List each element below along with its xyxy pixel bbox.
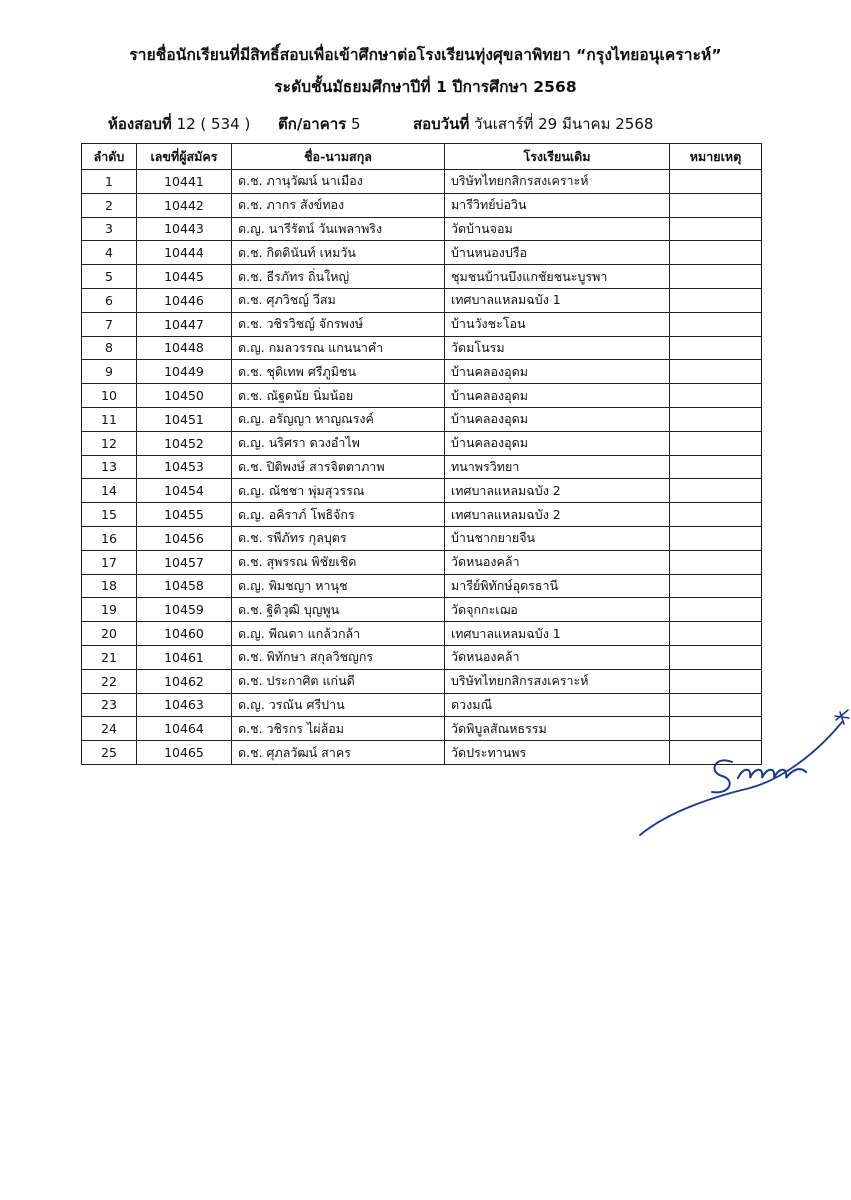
previous-school: บริษัทไทยกสิกรสงเคราะห์ — [445, 170, 670, 194]
applicant-id: 10446 — [137, 288, 232, 312]
applicant-id: 10454 — [137, 479, 232, 503]
remarks — [670, 360, 762, 384]
remarks — [670, 503, 762, 527]
remarks — [670, 407, 762, 431]
row-number: 5 — [82, 265, 137, 289]
applicant-id: 10452 — [137, 431, 232, 455]
row-number: 4 — [82, 241, 137, 265]
row-number: 3 — [82, 217, 137, 241]
header-applicant-id: เลขที่ผู้สมัคร — [137, 144, 232, 170]
applicant-id: 10448 — [137, 336, 232, 360]
remarks — [670, 265, 762, 289]
row-number: 6 — [82, 288, 137, 312]
row-number: 13 — [82, 455, 137, 479]
student-name: ด.ช. ฐิติวุฒิ บุญพูน — [232, 598, 445, 622]
previous-school: วัดหนองคล้า — [445, 645, 670, 669]
student-name: ด.ช. วชิรวิชญ์ จักรพงษ์ — [232, 312, 445, 336]
exam-room-label: ห้องสอบที่ — [108, 115, 172, 133]
header-full-name: ชื่อ-นามสกุล — [232, 144, 445, 170]
previous-school: เทศบาลแหลมฉบัง 1 — [445, 622, 670, 646]
student-name: ด.ญ. ณัชชา พุ่มสุวรรณ — [232, 479, 445, 503]
applicant-id: 10458 — [137, 574, 232, 598]
document-subtitle: ระดับชั้นมัธยมศึกษาปีที่ 1 ปีการศึกษา 2568 — [274, 78, 577, 96]
student-name: ด.ช. ประกาศิต แก่นดี — [232, 669, 445, 693]
applicant-id: 10447 — [137, 312, 232, 336]
table-body — [82, 170, 762, 765]
building-label: ตึก/อาคาร — [278, 115, 347, 133]
table-row — [82, 288, 762, 312]
remarks — [670, 479, 762, 503]
applicant-id: 10457 — [137, 550, 232, 574]
row-number: 17 — [82, 550, 137, 574]
applicant-id: 10449 — [137, 360, 232, 384]
previous-school: บ้านคลองอุดม — [445, 384, 670, 408]
table-row — [82, 479, 762, 503]
student-name: ด.ช. พิทักษา สกุลวิชญกร — [232, 645, 445, 669]
table-header-row — [82, 144, 762, 170]
table-row — [82, 360, 762, 384]
student-name: ด.ญ. พีณดา แกล้วกล้า — [232, 622, 445, 646]
student-name: ด.ช. สุพรรณ พิชัยเชิด — [232, 550, 445, 574]
previous-school: มารีวิทย์บ่อวิน — [445, 193, 670, 217]
table-row — [82, 550, 762, 574]
table-row — [82, 455, 762, 479]
remarks — [670, 288, 762, 312]
remarks — [670, 574, 762, 598]
applicant-id: 10461 — [137, 645, 232, 669]
student-name: ด.ญ. อคิราภ์ โพธิจักร — [232, 503, 445, 527]
applicant-id: 10463 — [137, 693, 232, 717]
header-no: ลำดับ — [82, 144, 137, 170]
remarks — [670, 217, 762, 241]
previous-school: บ้านคลองอุดม — [445, 360, 670, 384]
applicant-id: 10459 — [137, 598, 232, 622]
row-number: 23 — [82, 693, 137, 717]
student-name: ด.ช. ภากร สังข์ทอง — [232, 193, 445, 217]
student-list-table — [81, 143, 762, 765]
applicant-id: 10441 — [137, 170, 232, 194]
applicant-id: 10462 — [137, 669, 232, 693]
applicant-id: 10443 — [137, 217, 232, 241]
student-name: ด.ช. ชุติเทพ ศรีภูมิชน — [232, 360, 445, 384]
student-name: ด.ช. ปิติพงษ์ สารจิตตาภาพ — [232, 455, 445, 479]
student-name: ด.ญ. นริศรา ดวงอำไพ — [232, 431, 445, 455]
exam-date-info — [413, 112, 653, 136]
student-name: ด.ช. ศุภลวัฒน์ สาคร — [232, 741, 445, 765]
previous-school: วัดประทานพร — [445, 741, 670, 765]
applicant-id: 10453 — [137, 455, 232, 479]
row-number: 19 — [82, 598, 137, 622]
previous-school: บริษัทไทยกสิกรสงเคราะห์ — [445, 669, 670, 693]
applicant-id: 10444 — [137, 241, 232, 265]
applicant-id: 10451 — [137, 407, 232, 431]
header-remarks: หมายเหตุ — [670, 144, 762, 170]
table-row — [82, 407, 762, 431]
row-number: 10 — [82, 384, 137, 408]
previous-school: เทศบาลแหลมฉบัง 2 — [445, 503, 670, 527]
row-number: 9 — [82, 360, 137, 384]
row-number: 24 — [82, 717, 137, 741]
remarks — [670, 431, 762, 455]
applicant-id: 10450 — [137, 384, 232, 408]
row-number: 18 — [82, 574, 137, 598]
table-row — [82, 526, 762, 550]
applicant-id: 10460 — [137, 622, 232, 646]
table-row — [82, 669, 762, 693]
remarks — [670, 384, 762, 408]
remarks — [670, 312, 762, 336]
remarks — [670, 193, 762, 217]
student-name: ด.ช. วชิรกร ไผ่ล้อม — [232, 717, 445, 741]
table-row — [82, 217, 762, 241]
row-number: 1 — [82, 170, 137, 194]
row-number: 8 — [82, 336, 137, 360]
applicant-id: 10465 — [137, 741, 232, 765]
row-number: 14 — [82, 479, 137, 503]
previous-school: บ้านชากยายจีน — [445, 526, 670, 550]
table-row — [82, 265, 762, 289]
table-row — [82, 193, 762, 217]
table-row — [82, 312, 762, 336]
signature — [630, 700, 850, 850]
previous-school: บ้านหนองปรือ — [445, 241, 670, 265]
table-row — [82, 384, 762, 408]
remarks — [670, 669, 762, 693]
previous-school: วัดบ้านจอม — [445, 217, 670, 241]
previous-school: วัดจุกกะเฌอ — [445, 598, 670, 622]
building-info — [278, 112, 361, 136]
row-number: 12 — [82, 431, 137, 455]
remarks — [670, 526, 762, 550]
student-name: ด.ญ. นารีรัตน์ วันเพลาพริง — [232, 217, 445, 241]
applicant-id: 10445 — [137, 265, 232, 289]
previous-school: เทศบาลแหลมฉบัง 1 — [445, 288, 670, 312]
table-row — [82, 431, 762, 455]
table-row — [82, 241, 762, 265]
student-name: ด.ญ. อรัญญา หาญณรงค์ — [232, 407, 445, 431]
remarks — [670, 170, 762, 194]
previous-school: บ้านวังชะโอน — [445, 312, 670, 336]
document-title: รายชื่อนักเรียนที่มีสิทธิ์สอบเพื่อเข้าศึกษาต่อโรงเรียนทุ่งศุขลาพิทยา “กรุงไทยอนุเคราะห์” — [129, 46, 722, 64]
previous-school: บ้านคลองอุดม — [445, 431, 670, 455]
table-row — [82, 645, 762, 669]
row-number: 16 — [82, 526, 137, 550]
previous-school: วัดพิบูลสัณหธรรม — [445, 717, 670, 741]
row-number: 25 — [82, 741, 137, 765]
remarks — [670, 598, 762, 622]
exam-date-label: สอบวันที่ — [413, 115, 470, 133]
previous-school: เทศบาลแหลมฉบัง 2 — [445, 479, 670, 503]
previous-school: วัดหนองคล้า — [445, 550, 670, 574]
row-number: 2 — [82, 193, 137, 217]
student-name: ด.ช. รพีภัทร กุลบุตร — [232, 526, 445, 550]
table-row — [82, 598, 762, 622]
applicant-id: 10455 — [137, 503, 232, 527]
exam-room-value: 12 ( 534 ) — [176, 115, 251, 133]
row-number: 11 — [82, 407, 137, 431]
student-name: ด.ช. ธีรภัทร ถิ่นใหญ่ — [232, 265, 445, 289]
remarks — [670, 336, 762, 360]
previous-school: วัดมโนรม — [445, 336, 670, 360]
applicant-id: 10442 — [137, 193, 232, 217]
exam-room-info — [108, 112, 250, 136]
applicant-id: 10456 — [137, 526, 232, 550]
exam-date-value: วันเสาร์ที่ 29 มีนาคม 2568 — [474, 115, 654, 133]
previous-school: บ้านคลองอุดม — [445, 407, 670, 431]
remarks — [670, 645, 762, 669]
row-number: 20 — [82, 622, 137, 646]
remarks — [670, 241, 762, 265]
row-number: 7 — [82, 312, 137, 336]
student-name: ด.ญ. วรณัน ศรีปาน — [232, 693, 445, 717]
table-row — [82, 622, 762, 646]
row-number: 21 — [82, 645, 137, 669]
remarks — [670, 550, 762, 574]
row-number: 15 — [82, 503, 137, 527]
student-name: ด.ญ. กมลวรรณ แกนนาคำ — [232, 336, 445, 360]
building-value: 5 — [351, 115, 361, 133]
previous-school: มารีย์พิทักษ์อุดรธานี — [445, 574, 670, 598]
previous-school: ชุมชนบ้านบึงแกชัยชนะบูรพา — [445, 265, 670, 289]
table-row — [82, 503, 762, 527]
remarks — [670, 622, 762, 646]
student-name: ด.ญ. พิมชญา หานุช — [232, 574, 445, 598]
table-row — [82, 574, 762, 598]
header-previous-school: โรงเรียนเดิม — [445, 144, 670, 170]
student-name: ด.ช. ศุภวิชญ์ วีสม — [232, 288, 445, 312]
row-number: 22 — [82, 669, 137, 693]
table-row — [82, 170, 762, 194]
previous-school: ทนาพรวิทยา — [445, 455, 670, 479]
applicant-id: 10464 — [137, 717, 232, 741]
remarks — [670, 455, 762, 479]
student-name: ด.ช. ณัฐดนัย นิ่มน้อย — [232, 384, 445, 408]
previous-school: ดวงมณี — [445, 693, 670, 717]
student-name: ด.ช. ภานุวัฒน์ นาเมือง — [232, 170, 445, 194]
table-row — [82, 336, 762, 360]
student-name: ด.ช. กิตตินันท์ เหมวัน — [232, 241, 445, 265]
